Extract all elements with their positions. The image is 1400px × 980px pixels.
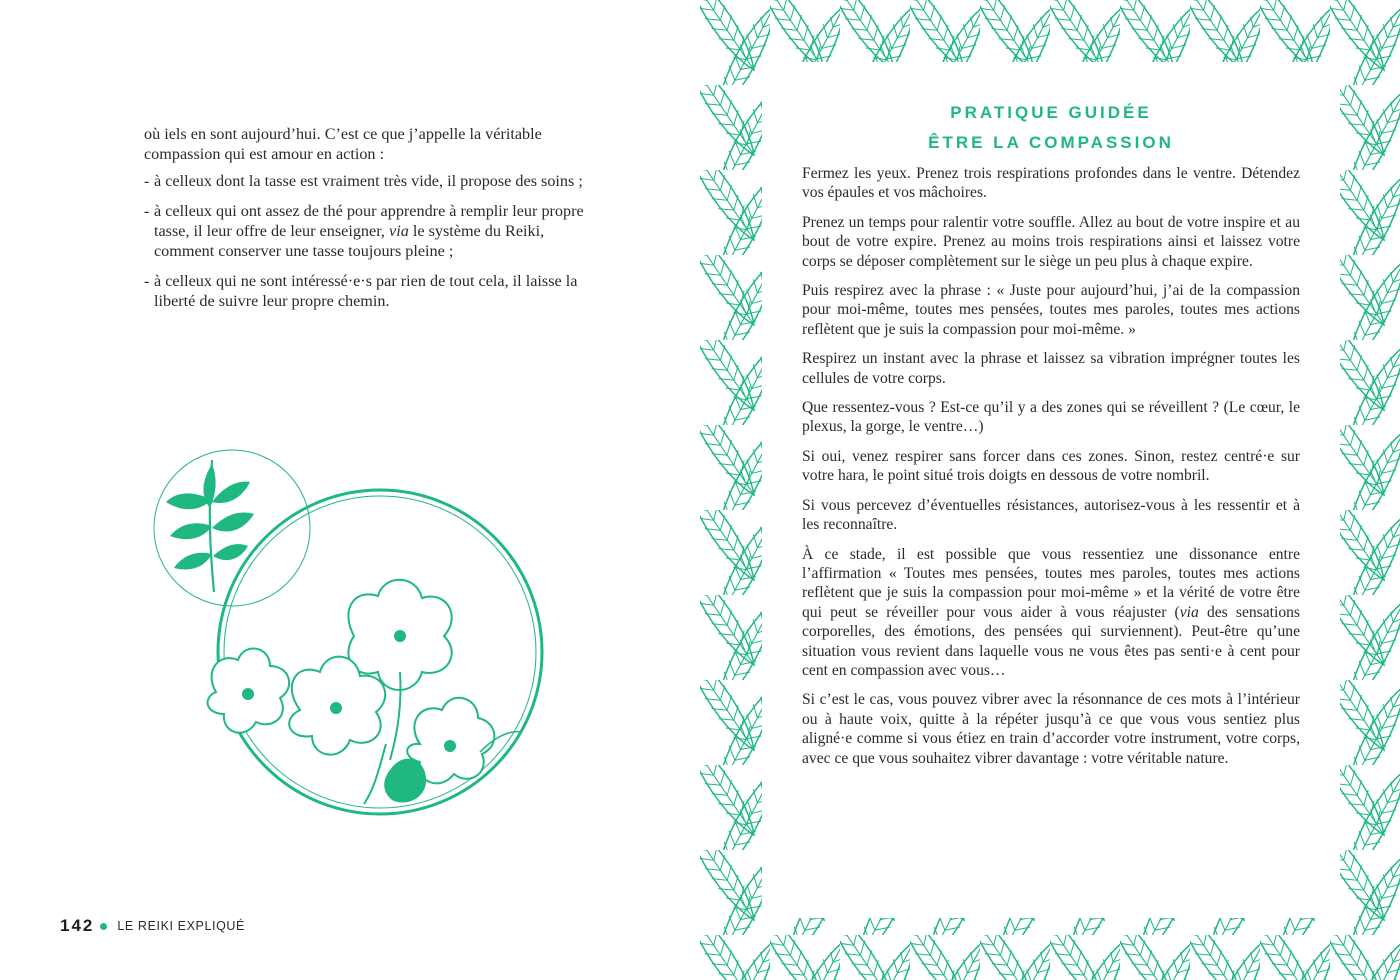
practice-paragraph: Puis respirez avec la phrase : « Juste pour aujourd’hui, j’ai de la compassion pour moi-même, toutes mes pensées, toutes mes paroles, toutes mes actions reflètent que je suis la compassion pour moi-même. »	[802, 282, 1300, 338]
practice-body	[802, 164, 1300, 778]
p8-after: des sensations corporelles, des émotions, des pensées qui surviennent). Peut-être qu’une situation vous revient dans laquelle vous ne vous êtes pas senti·e à cent pour cent en compassion avec vous…	[802, 603, 1300, 679]
title-line-2: ÊTRE LA COMPASSION	[928, 133, 1174, 152]
practice-paragraph: Que ressentez-vous ? Est-ce qu’il y a des zones qui se réveillent ? (Le cœur, le plexus, la gorge, le ventre…)	[802, 399, 1300, 436]
practice-paragraph: Prenez un temps pour ralentir votre souffle. Allez au bout de votre inspire et au bout de votre expire. Prenez au moins trois respirations ainsi et laissez votre corps se déposer complètement sur le siège un peu plus à chaque expire.	[802, 213, 1300, 270]
list-item	[144, 201, 596, 261]
practice-paragraph: Si c’est le cas, vous pouvez vibrer avec la résonnance de ces mots à l’intérieur ou à haute voix, quitte à la répéter jusqu’à ce que vous vous sentiez plus aligné·e comme si vous étiez en train d’accorder votre instrument, votre corps, avec ce que vous souhaitez vibrer davantage : votre véritable nature.	[802, 691, 1300, 767]
practice-paragraph: Fermez les yeux. Prenez trois respirations profondes dans le ventre. Détendez vos épaules et vos mâchoires.	[802, 165, 1300, 202]
list-item-text-after: le système du Reiki, comment conserver une tasse toujours pleine ;	[154, 222, 545, 260]
box-title	[762, 98, 1340, 158]
intro-paragraph: où iels en sont aujourd’hui. C’est ce que j’appelle la véritable compassion qui est amour en action :	[144, 125, 542, 163]
page-footer	[60, 916, 245, 936]
list-item	[144, 271, 596, 311]
list-item-text: à celleux qui ne sont intéressé·e·s par rien de tout cela, il laisse la liberté de suivre leur propre chemin.	[154, 272, 578, 310]
practice-paragraph	[802, 545, 1300, 681]
right-page	[700, 0, 1400, 980]
practice-paragraph: Si oui, venez respirer sans forcer dans ces zones. Sinon, restez centré·e sur votre hara, le point situé trois doigts en dessous de votre nombril.	[802, 447, 1300, 485]
practice-paragraph: Si vous percevez d’éventuelles résistances, autorisez-vous à les ressentir et à les reconnaître.	[802, 496, 1300, 534]
dash-marker: -	[144, 272, 150, 290]
p8-before: À ce stade, il est possible que vous ressentiez une dissonance entre l’affirmation « Toutes mes pensées, toutes mes paroles, toutes mes actions reflètent que je suis la compassion pour moi-même » et la vérité de votre être qui peut se réveiller pour vous aider à vous réajuster (	[802, 545, 1300, 621]
list-item-text-before: à celleux qui ont assez de thé pour apprendre à remplir leur propre tasse, il leur offre de leur enseigner,	[154, 202, 584, 240]
page-number: 142	[60, 916, 95, 935]
flower-circle-illustration	[208, 490, 542, 814]
bullet-dot-icon	[100, 923, 107, 930]
italic-via: via	[1179, 603, 1199, 621]
floral-illustration	[150, 440, 550, 830]
running-title: LE REIKI EXPLIQUÉ	[117, 919, 245, 933]
dash-marker: -	[144, 172, 150, 190]
practice-paragraph: Respirez un instant avec la phrase et laissez sa vibration imprégner toutes les cellules de votre corps.	[802, 350, 1300, 387]
italic-via: via	[389, 222, 409, 240]
bullet-list	[144, 171, 596, 311]
list-item-text: à celleux dont la tasse est vraiment très vide, il propose des soins ;	[154, 172, 583, 190]
list-item	[144, 171, 596, 191]
dash-marker: -	[144, 202, 150, 220]
title-line-1: PRATIQUE GUIDÉE	[950, 103, 1152, 122]
left-body-text	[144, 124, 596, 321]
guided-practice-box	[762, 62, 1340, 918]
